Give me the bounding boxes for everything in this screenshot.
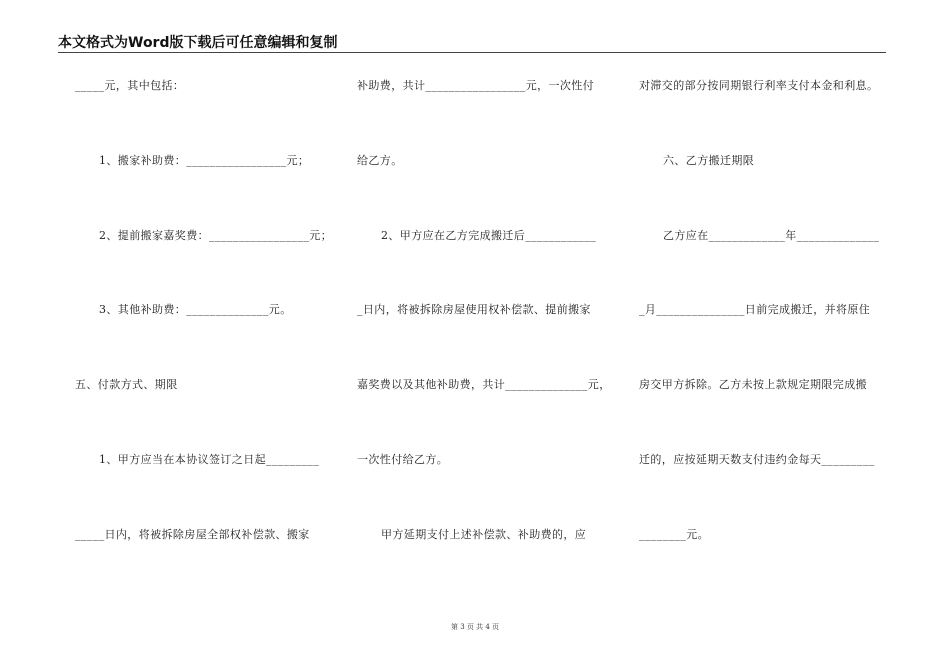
text-line: _日内，将被拆除房屋使用权补偿款、提前搬家 (357, 303, 591, 316)
text-line: 1、搬家补助费：_________________元； (99, 154, 310, 167)
document-header: 本文格式为Word版下载后可任意编辑和复制 (58, 34, 886, 53)
text-line: 一次性付给乙方。 (357, 453, 449, 466)
text-line: _____元，其中包括： (75, 79, 185, 92)
text-line: 嘉奖费以及其他补助费，共计______________元， (357, 378, 611, 391)
text-line: 2、甲方应在乙方完成搬迁后____________ (381, 229, 596, 242)
text-line: 甲方延期支付上述补偿款、补助费的，应 (381, 528, 587, 541)
text-line: 给乙方。 (357, 154, 403, 167)
text-line: _____日内，将被拆除房屋全部权补偿款、搬家 (75, 528, 310, 541)
page-number: 第 3 页 共 4 页 (450, 623, 500, 631)
text-line: 乙方应在_____________年______________ (663, 229, 880, 242)
section-heading: 五、付款方式、期限 (75, 378, 178, 391)
text-line: 迁的，应按延期天数支付违约金每天_________ (639, 453, 875, 466)
text-line: 1、甲方应当在本协议签订之日起_________ (99, 453, 320, 466)
text-line: 2、提前搬家嘉奖费：_________________元； (99, 229, 333, 242)
text-line: 3、其他补助费：______________元。 (99, 303, 292, 316)
text-line: _月_______________日前完成搬迁，并将原住 (639, 303, 871, 316)
text-line: 房交甲方拆除。乙方未按上款规定期限完成搬 (639, 378, 867, 391)
text-line: 对滞交的部分按同期银行利率支付本金和利息。 (639, 79, 879, 92)
section-heading: 六、乙方搬迁期限 (663, 154, 755, 167)
text-line: 补助费，共计_________________元，一次性付 (357, 79, 595, 92)
text-line: ________元。 (639, 528, 709, 541)
